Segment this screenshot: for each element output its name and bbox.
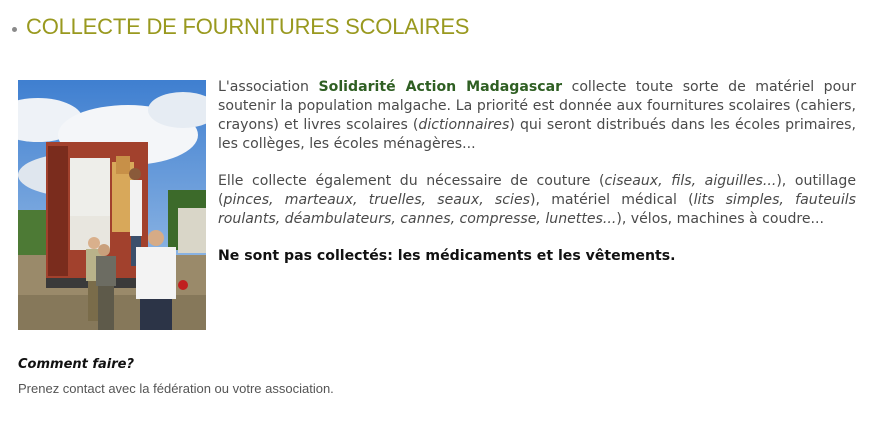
collection-photo	[18, 80, 206, 330]
collection-text-c: ), matériel médical (	[529, 192, 694, 208]
page-title: COLLECTE DE FOURNITURES SCOLAIRES	[26, 14, 470, 39]
couture-items: ciseaux, fils, aiguilles...	[604, 173, 777, 189]
paragraph-collection	[218, 172, 856, 229]
intro-text: L'association	[218, 79, 319, 95]
medical-items: lits simples, fauteuils roulants, déambulateurs, cannes, compresse, lunettes...	[218, 192, 857, 227]
dictionnaires-text: dictionnaires	[418, 117, 510, 133]
bullet-icon	[12, 27, 17, 32]
collection-text-d: ), vélos, machines à coudre...	[616, 211, 824, 227]
outillage-items: pinces, marteaux, truelles, seaux, scies	[223, 192, 530, 208]
intro-text-b: ) qui seront distribués dans les écoles primaires, les collèges, les écoles ménagères...	[218, 117, 856, 152]
paragraph-intro	[218, 78, 856, 154]
collection-text-b: ), outillage (	[218, 173, 856, 208]
collection-text-a: Elle collecte également du nécessaire de couture (	[218, 173, 605, 189]
intro-text-a: collecte toute sorte de matériel pour soutenir la population malgache. La priorité est donnée aux fournitures scolaires (cahiers, crayons) et livres scolaires (	[218, 79, 856, 133]
organization-name: Solidarité Action Madagascar	[318, 79, 563, 95]
article-body	[218, 78, 856, 266]
section-heading	[12, 12, 469, 42]
contact-text: Prenez contact avec la fédération ou votre association.	[18, 381, 334, 396]
how-to-label: Comment faire?	[18, 357, 135, 372]
exclusion-notice: Ne sont pas collectés: les médicaments et les vêtements.	[218, 248, 676, 264]
